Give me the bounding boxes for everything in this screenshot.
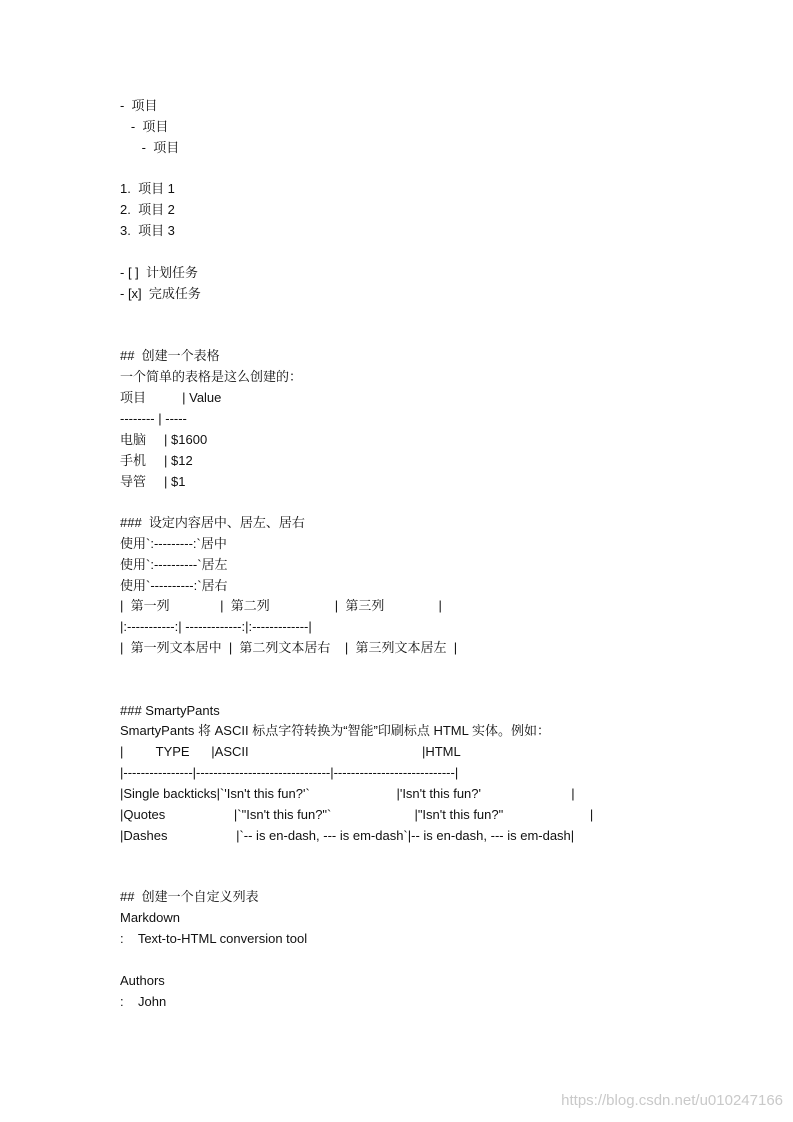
align-table-header: | 第一列 | 第二列 | 第三列 | — [120, 598, 442, 613]
align-table-separator: |:-----------:| -------------:|:-------------| — [120, 619, 312, 634]
task-item-done: - [x] 完成任务 — [120, 286, 201, 301]
ordered-item: 2. 项目 2 — [120, 202, 175, 217]
task-item-todo: - [ ] 计划任务 — [120, 265, 199, 280]
align-line: 使用`:---------:`居中 — [120, 536, 227, 551]
watermark: https://blog.csdn.net/u010247166 — [561, 1092, 783, 1109]
deflist-heading: ## 创建一个自定义列表 — [120, 889, 259, 904]
bullet-item: - 项目 — [120, 98, 158, 113]
smartypants-table-row: |Single backticks|`'Isn't this fun?'` |'Isn't this fun?' | — [120, 786, 575, 801]
align-heading: ### 设定内容居中、居左、居右 — [120, 515, 305, 530]
table-heading: ## 创建一个表格 — [120, 348, 220, 363]
table-row: 手机 | $12 — [120, 453, 193, 468]
deflist-definition: : John — [120, 994, 167, 1009]
align-line: 使用`----------:`居右 — [120, 578, 228, 593]
ordered-item: 1. 项目 1 — [120, 181, 175, 196]
table-row: 导管 | $1 — [120, 474, 186, 489]
smartypants-table-row: |Dashes |`-- is en-dash, --- is em-dash`|-- is en-dash, --- is em-dash| — [120, 828, 575, 843]
bullet-item-nested-2: - 项目 — [120, 140, 180, 155]
deflist-definition: : Text-to-HTML conversion tool — [120, 931, 308, 946]
smartypants-heading: ### SmartyPants — [120, 703, 220, 718]
align-line: 使用`:----------`居左 — [120, 557, 228, 572]
align-table-row: | 第一列文本居中 | 第二列文本居右 | 第三列文本居左 | — [120, 640, 458, 655]
table-separator: -------- | ----- — [120, 411, 187, 426]
smartypants-table-separator: |----------------|-------------------------------|----------------------------| — [120, 765, 459, 780]
table-row: 电脑 | $1600 — [120, 432, 208, 447]
ordered-item: 3. 项目 3 — [120, 223, 175, 238]
table-intro: 一个简单的表格是这么创建的： — [120, 369, 303, 384]
table-header: 项目 | Value — [120, 390, 222, 405]
smartypants-table-row: |Quotes |`"Isn't this fun?"` |"Isn't this fun?" | — [120, 807, 594, 822]
smartypants-table-header: | TYPE |ASCII |HTML — [120, 744, 461, 759]
deflist-term: Authors — [120, 973, 165, 988]
smartypants-intro: SmartyPants 将 ASCII 标点字符转换为“智能”印刷标点 HTML 实体。例如： — [120, 723, 550, 738]
deflist-term: Markdown — [120, 910, 180, 925]
bullet-item-nested: - 项目 — [120, 119, 169, 134]
